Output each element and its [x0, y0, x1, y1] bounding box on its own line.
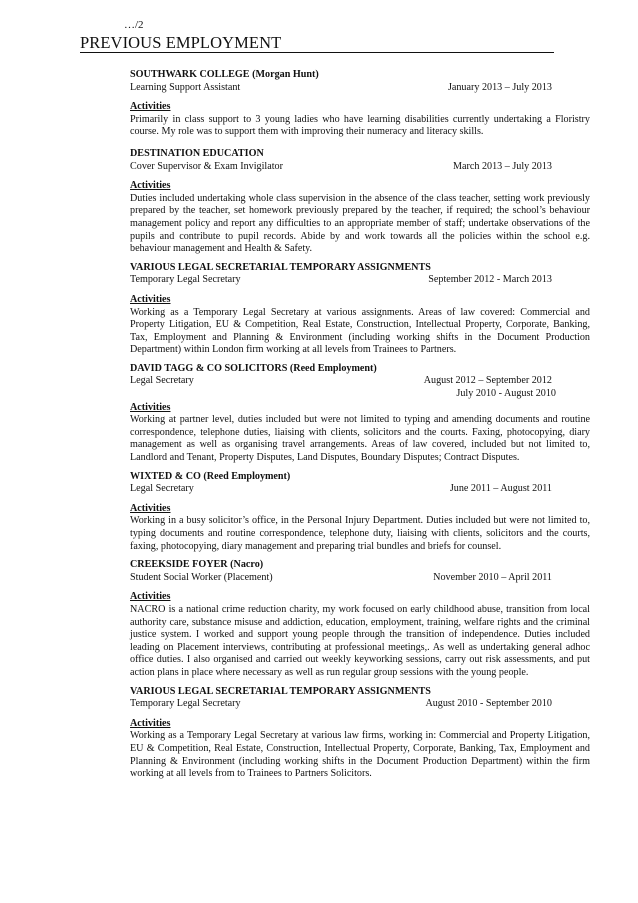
activities-label: Activities	[130, 293, 171, 305]
job-entry	[130, 363, 590, 465]
role-line	[130, 483, 590, 496]
job-dates: January 2013 – July 2013	[447, 81, 552, 93]
role-line	[130, 274, 590, 287]
job-entry	[130, 471, 590, 554]
job-description: Duties included undertaking whole class supervision in the absence of the class teacher, setting work previously prepared by the teacher, set homework previously prepared by the teacher, if required; the school’s behaviour management policy and report any difficulties to an appropriate member of staff; undertake observations of the pupils and contribute to pupil records. Abide by and work towards all the policies within the school e.g. behaviour management and Health & Safety.	[130, 192, 590, 255]
job-entry	[130, 69, 590, 139]
job-entry	[130, 262, 590, 357]
job-description: Working as a Temporary Legal Secretary at various assignments. Areas of law covered: Commercial and Property Litigation, EU & Competition, Real Estate, Construction, Intellectual Property, Corporate, Banking, Tax, Employment and Planning & Environment (including working shifts in the Document Production Department) within London firm working at all levels from Trainees to Partners.	[130, 306, 590, 356]
page-number-marker: …/2	[124, 19, 144, 31]
role-line	[130, 161, 590, 174]
job-role: Cover Supervisor & Exam Invigilator	[130, 160, 283, 172]
job-role: Temporary Legal Secretary	[130, 698, 241, 710]
activities-label: Activities	[130, 502, 171, 514]
activities-label: Activities	[130, 101, 171, 113]
role-line	[130, 82, 590, 95]
activities-label: Activities	[130, 591, 171, 603]
job-entry	[130, 148, 590, 256]
activities-label: Activities	[130, 401, 171, 413]
job-role: Legal Secretary	[130, 375, 194, 387]
job-description: Working at partner level, duties included but were not limited to typing and amending documents and routine correspondence, telephone duties, liaising with clients, solicitors and the courts. Faxing, photocopying, diary management as well as organising travel arrangements. Areas of law covered, included but not limited to, Landlord and Tenant, Property Disputes, Land Disputes, Boundary Disputes; Contract Disputes.	[130, 414, 590, 464]
job-entry	[130, 686, 590, 781]
employer-name: CREEKSIDE FOYER (Nacro)	[130, 559, 264, 571]
employer-name: VARIOUS LEGAL SECRETARIAL TEMPORARY ASSIGNMENTS	[130, 685, 431, 697]
role-line	[130, 375, 590, 388]
job-description: Working as a Temporary Legal Secretary at various law firms, working in: Commercial and Property Litigation, EU & Competition, Real Estate, Construction, Intellectual Property, Corporate, Banking, Tax, Employment and Planning & Environment (including working shifts in the Document Production Department) within the firm working at all levels from to Trainees to Partners Solicitors.	[130, 730, 590, 780]
employer-name: WIXTED & CO (Reed Employment)	[130, 470, 291, 482]
activities-label: Activities	[130, 180, 171, 192]
employer-name: SOUTHWARK COLLEGE (Morgan Hunt)	[130, 69, 319, 80]
job-entry	[130, 559, 590, 679]
activities-label: Activities	[130, 717, 171, 729]
job-dates: November 2010 – April 2011	[433, 571, 552, 583]
role-line	[130, 572, 590, 585]
employer-name: VARIOUS LEGAL SECRETARIAL TEMPORARY ASSIGNMENTS	[130, 261, 431, 273]
job-description: Working in a busy solicitor’s office, in the Personal Injury Department. Duties included but were not limited to, typing documents and routine correspondence, telephone duty, liaising with clients, solicitors and the courts, faxing, photocopying, diary management and preparing trial bundles and briefs for counsel.	[130, 515, 590, 552]
job-description: Primarily in class support to 3 young ladies who have learning disabilities currently undertaking a Floristry course. My role was to support them with improving their numeracy and literacy skills.	[130, 113, 590, 138]
job-dates: August 2010 - September 2010	[425, 698, 552, 710]
job-dates: June 2011 – August 2011	[449, 483, 552, 495]
employer-name: DESTINATION EDUCATION	[130, 147, 264, 159]
job-dates: September 2012 - March 2013	[428, 274, 552, 286]
job-description: NACRO is a national crime reduction charity, my work focused on early childhood abuse, transition from local authority care, substance misuse and addiction, education, employment, training, welfare rights and the criminal justice system. I worked and support young people through the transition of independence. Duties included leading on Placement interviews, contributing at professional meetings,. As well as undertaking general adhoc office duties. I also organised and carried out weekly keyworking sessions, carry out risk assessments, and put action plans in place where necessary as well as run regular group sessions with the young people.	[130, 603, 590, 678]
job-dates: August 2012 – September 2012	[423, 375, 552, 387]
job-role: Student Social Worker (Placement)	[130, 571, 273, 583]
section-title: PREVIOUS EMPLOYMENT	[80, 33, 554, 53]
job-role: Legal Secretary	[130, 483, 194, 495]
employer-name: DAVID TAGG & CO SOLICITORS (Reed Employment)	[130, 362, 377, 374]
job-dates-extra: July 2010 - August 2010	[456, 388, 556, 400]
job-role: Temporary Legal Secretary	[130, 274, 241, 286]
job-dates: March 2013 – July 2013	[453, 160, 552, 172]
job-role: Learning Support Assistant	[130, 81, 241, 93]
employment-list	[130, 69, 590, 787]
role-line	[130, 698, 590, 711]
